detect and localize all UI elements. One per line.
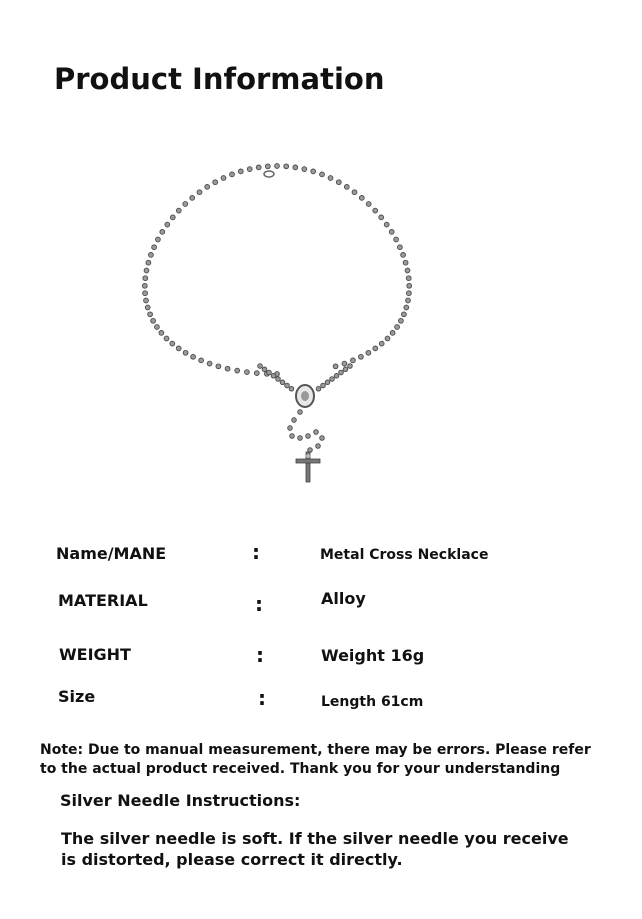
necklace-bead	[159, 331, 164, 336]
necklace-bead	[191, 354, 196, 359]
necklace-bead	[275, 164, 280, 169]
necklace-bead	[306, 434, 311, 439]
necklace-bead	[314, 430, 319, 435]
necklace-bead	[373, 346, 378, 351]
necklace-bead	[145, 305, 150, 310]
necklace-bead	[385, 336, 390, 341]
necklace-bead	[148, 312, 153, 317]
necklace-bead	[205, 185, 210, 190]
necklace-bead	[366, 202, 371, 207]
necklace-bead	[152, 245, 157, 250]
necklace-bead	[339, 370, 344, 375]
necklace-bead	[293, 165, 298, 170]
necklace-bead	[258, 364, 263, 369]
necklace-bead	[190, 196, 195, 201]
necklace-bead	[238, 169, 243, 174]
necklace-bead	[325, 380, 330, 385]
necklace-bead	[165, 222, 170, 227]
necklace-bead	[389, 230, 394, 235]
necklace-bead	[254, 371, 259, 376]
necklace-bead	[245, 370, 250, 375]
necklace-bead	[321, 383, 326, 388]
necklace-bead	[351, 358, 356, 363]
necklace-bead	[342, 361, 347, 366]
necklace-bead	[271, 374, 276, 379]
spec-row-name	[0, 540, 642, 570]
necklace-bead	[407, 283, 412, 288]
necklace-bead	[230, 172, 235, 177]
necklace-photo	[140, 160, 440, 500]
necklace-bead	[398, 245, 403, 250]
necklace-bead	[197, 190, 202, 195]
necklace-bead	[216, 364, 221, 369]
page-title: Product Information	[54, 62, 385, 96]
spec-value-size: Length 61cm	[321, 694, 424, 710]
necklace-bead	[288, 426, 293, 431]
necklace-bead	[170, 341, 175, 346]
spec-row-size	[0, 684, 642, 714]
necklace-bead	[276, 377, 281, 382]
necklace-drop-chain	[288, 410, 325, 453]
necklace-bead	[160, 230, 165, 235]
necklace-bead	[225, 366, 230, 371]
clasp	[264, 171, 274, 177]
necklace-bead	[394, 237, 399, 242]
necklace-bead	[221, 176, 226, 181]
necklace-bead	[235, 368, 240, 373]
spec-value-material: Alloy	[321, 589, 366, 608]
necklace-bead	[316, 387, 321, 392]
necklace-bead	[144, 298, 149, 303]
necklace-bead	[155, 325, 160, 330]
necklace-bead	[199, 358, 204, 363]
spec-value-weight: Weight 16g	[321, 646, 425, 665]
necklace-bead	[143, 291, 148, 296]
necklace-bead	[402, 312, 407, 317]
spec-label-name: Name/MANE	[56, 544, 167, 563]
spec-value-name: Metal Cross Necklace	[320, 547, 489, 563]
necklace-bead	[265, 164, 270, 169]
instructions-title: Silver Needle Instructions:	[60, 791, 301, 810]
cross-pendant	[296, 452, 320, 482]
necklace-bead	[146, 260, 151, 265]
necklace-bead	[320, 436, 325, 441]
necklace-bead	[143, 276, 148, 281]
spec-label-material: MATERIAL	[58, 591, 148, 610]
necklace-bead	[390, 331, 395, 336]
necklace-bead	[290, 434, 295, 439]
spec-colon: :	[255, 592, 263, 616]
necklace-bead	[262, 367, 267, 372]
necklace-bead	[373, 208, 378, 213]
necklace-bead	[164, 336, 169, 341]
instructions-body: The silver needle is soft. If the silver needle you receive is distorted, please correct it directly.	[61, 829, 569, 869]
necklace-bead	[289, 387, 294, 392]
spec-label-weight: WEIGHT	[59, 645, 131, 664]
necklace-bead	[379, 215, 384, 220]
necklace-bead	[285, 383, 290, 388]
necklace-bead	[328, 176, 333, 181]
necklace-bead	[144, 268, 149, 273]
necklace-bead	[403, 260, 408, 265]
necklace-bead	[247, 167, 252, 172]
spec-label-size: Size	[58, 687, 96, 706]
necklace-chain	[142, 164, 411, 392]
necklace-bead	[344, 185, 349, 190]
necklace-bead	[336, 180, 341, 185]
necklace-bead	[405, 268, 410, 273]
necklace-bead	[359, 354, 364, 359]
necklace-bead	[333, 364, 338, 369]
necklace-bead	[151, 318, 156, 323]
necklace-bead	[406, 298, 411, 303]
necklace-bead	[334, 374, 339, 379]
necklace-bead	[176, 346, 181, 351]
necklace-bead	[142, 283, 147, 288]
necklace-bead	[401, 253, 406, 258]
necklace-bead	[404, 305, 409, 310]
necklace-bead	[298, 436, 303, 441]
medallion	[296, 385, 314, 407]
necklace-bead	[366, 350, 371, 355]
necklace-bead	[183, 202, 188, 207]
necklace-bead	[395, 325, 400, 330]
necklace-bead	[176, 208, 181, 213]
spec-row-weight	[0, 641, 642, 671]
spec-colon: :	[256, 643, 264, 667]
necklace-bead	[292, 418, 297, 423]
necklace-bead	[330, 377, 335, 382]
necklace-bead	[207, 361, 212, 366]
spec-row-material	[0, 588, 642, 618]
necklace-bead	[379, 341, 384, 346]
spec-colon: :	[252, 540, 260, 564]
necklace-bead	[302, 167, 307, 172]
necklace-bead	[407, 291, 412, 296]
spec-colon: :	[258, 686, 266, 710]
necklace-bead	[267, 370, 272, 375]
necklace-bead	[352, 190, 357, 195]
necklace-bead	[348, 364, 353, 369]
necklace-bead	[256, 165, 261, 170]
necklace-bead	[280, 380, 285, 385]
necklace-bead	[359, 196, 364, 201]
necklace-bead	[170, 215, 175, 220]
necklace-bead	[298, 410, 303, 415]
necklace-bead	[156, 237, 161, 242]
necklace-bead	[316, 444, 321, 449]
measurement-note: Note: Due to manual measurement, there may be errors. Please refer to the actual product received. Thank you for your understanding	[40, 742, 591, 777]
necklace-bead	[320, 172, 325, 177]
necklace-bead	[399, 318, 404, 323]
necklace-bead	[213, 180, 218, 185]
necklace-bead	[343, 367, 348, 372]
necklace-bead	[406, 276, 411, 281]
necklace-bead	[311, 169, 316, 174]
necklace-bead	[149, 253, 154, 258]
necklace-bead	[183, 350, 188, 355]
necklace-bead	[284, 164, 289, 169]
necklace-bead	[384, 222, 389, 227]
